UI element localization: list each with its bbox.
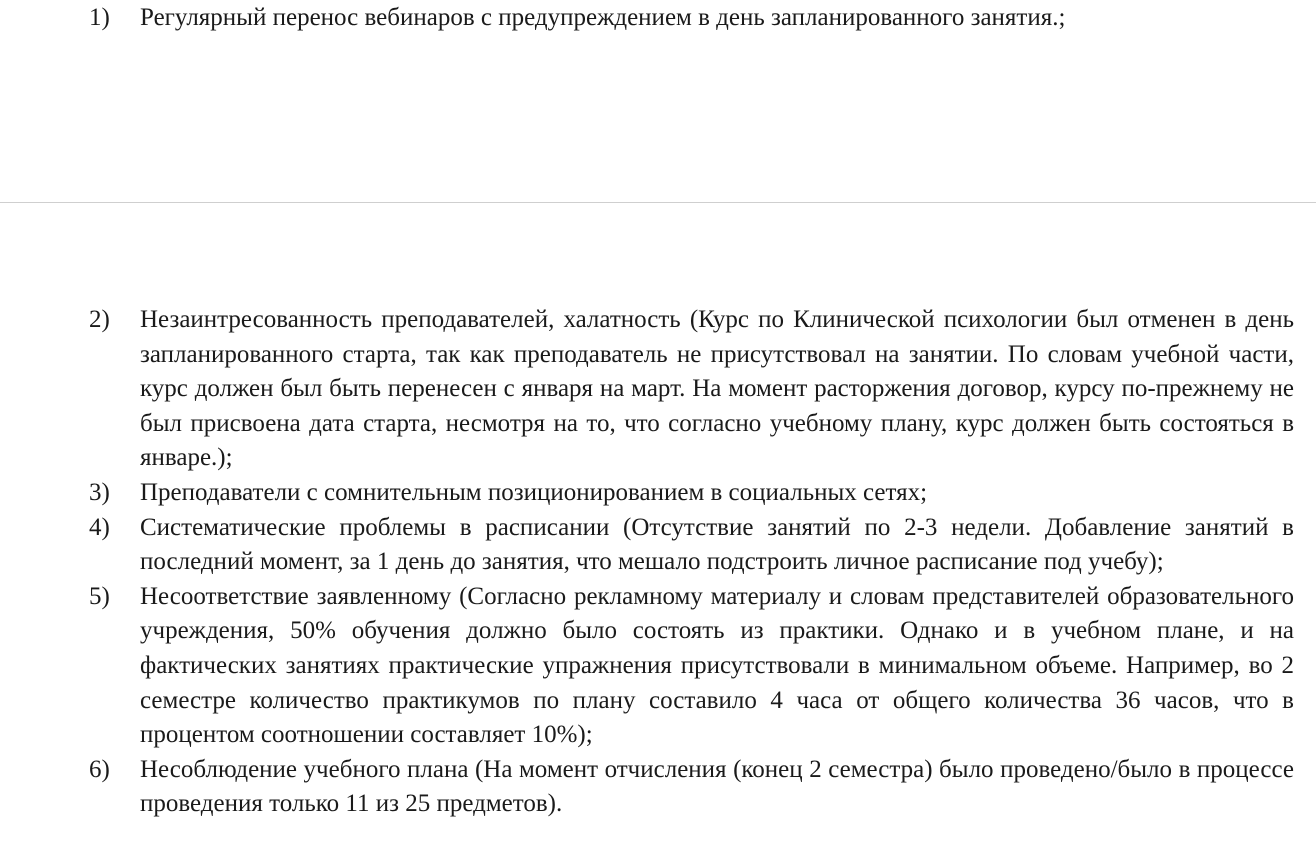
list-item-3 bbox=[0, 476, 1316, 511]
list-item-text: Преподаватели с сомнительным позиционированием в социальных сетях; bbox=[140, 478, 928, 506]
list-item-2 bbox=[0, 303, 1316, 476]
list-item-text: Систематические проблемы в расписании (Отсутствие занятий по 2-3 недели. Добавление занятий в последний момент, за 1 день до занятия, что мешало подстроить личное расписание под учебу); bbox=[140, 513, 1294, 576]
list-item-5 bbox=[0, 580, 1316, 753]
list-item-1 bbox=[0, 1, 1316, 36]
list-item-text: Несоответствие заявленному (Согласно рекламному материалу и словам представителей образовательного учреждения, 50% обучения должно было состоять из практики. Однако и в учебном плане, и на фактических занятиях практические упражнения присутствовали в минимальном объеме. Например, во 2 семестре количество практикумов по плану составило 4 часа от общего количества 36 часов, что в процентом соотношении составляет 10%); bbox=[140, 582, 1294, 749]
page-1-bottom-region bbox=[0, 0, 1316, 202]
list-item-number: 6) bbox=[89, 755, 110, 783]
list-item-number: 3) bbox=[89, 478, 110, 506]
list-item-text: Регулярный перенос вебинаров с предупреждением в день запланированного занятия.; bbox=[140, 4, 1066, 31]
list-item-number: 1) bbox=[89, 4, 110, 31]
list-item-number: 4) bbox=[89, 513, 110, 541]
list-item-text: Незаинтресованность преподавателей, халатность (Курс по Клинической психологии был отменен в день запланированного старта, так как преподаватель не присутствовал на занятии. По словам учебной части, курс должен был быть перенесен с января на март. На момент расторжения договор, курсу по-прежнему не был присвоена дата старта, несмотря на то, что согласно учебному плану, курс должен быть состояться в январе.); bbox=[140, 306, 1294, 472]
list-item-4 bbox=[0, 511, 1316, 580]
list-item-text: Несоблюдение учебного плана (На момент отчисления (конец 2 семестра) было проведено/было в процессе проведения только 11 из 25 предметов). bbox=[140, 755, 1294, 818]
list-item-number: 5) bbox=[89, 582, 110, 610]
list-item-6 bbox=[0, 753, 1316, 822]
list-item-number: 2) bbox=[89, 306, 110, 333]
numbered-list-page-1 bbox=[0, 1, 1316, 36]
numbered-list-page-2 bbox=[0, 303, 1316, 822]
